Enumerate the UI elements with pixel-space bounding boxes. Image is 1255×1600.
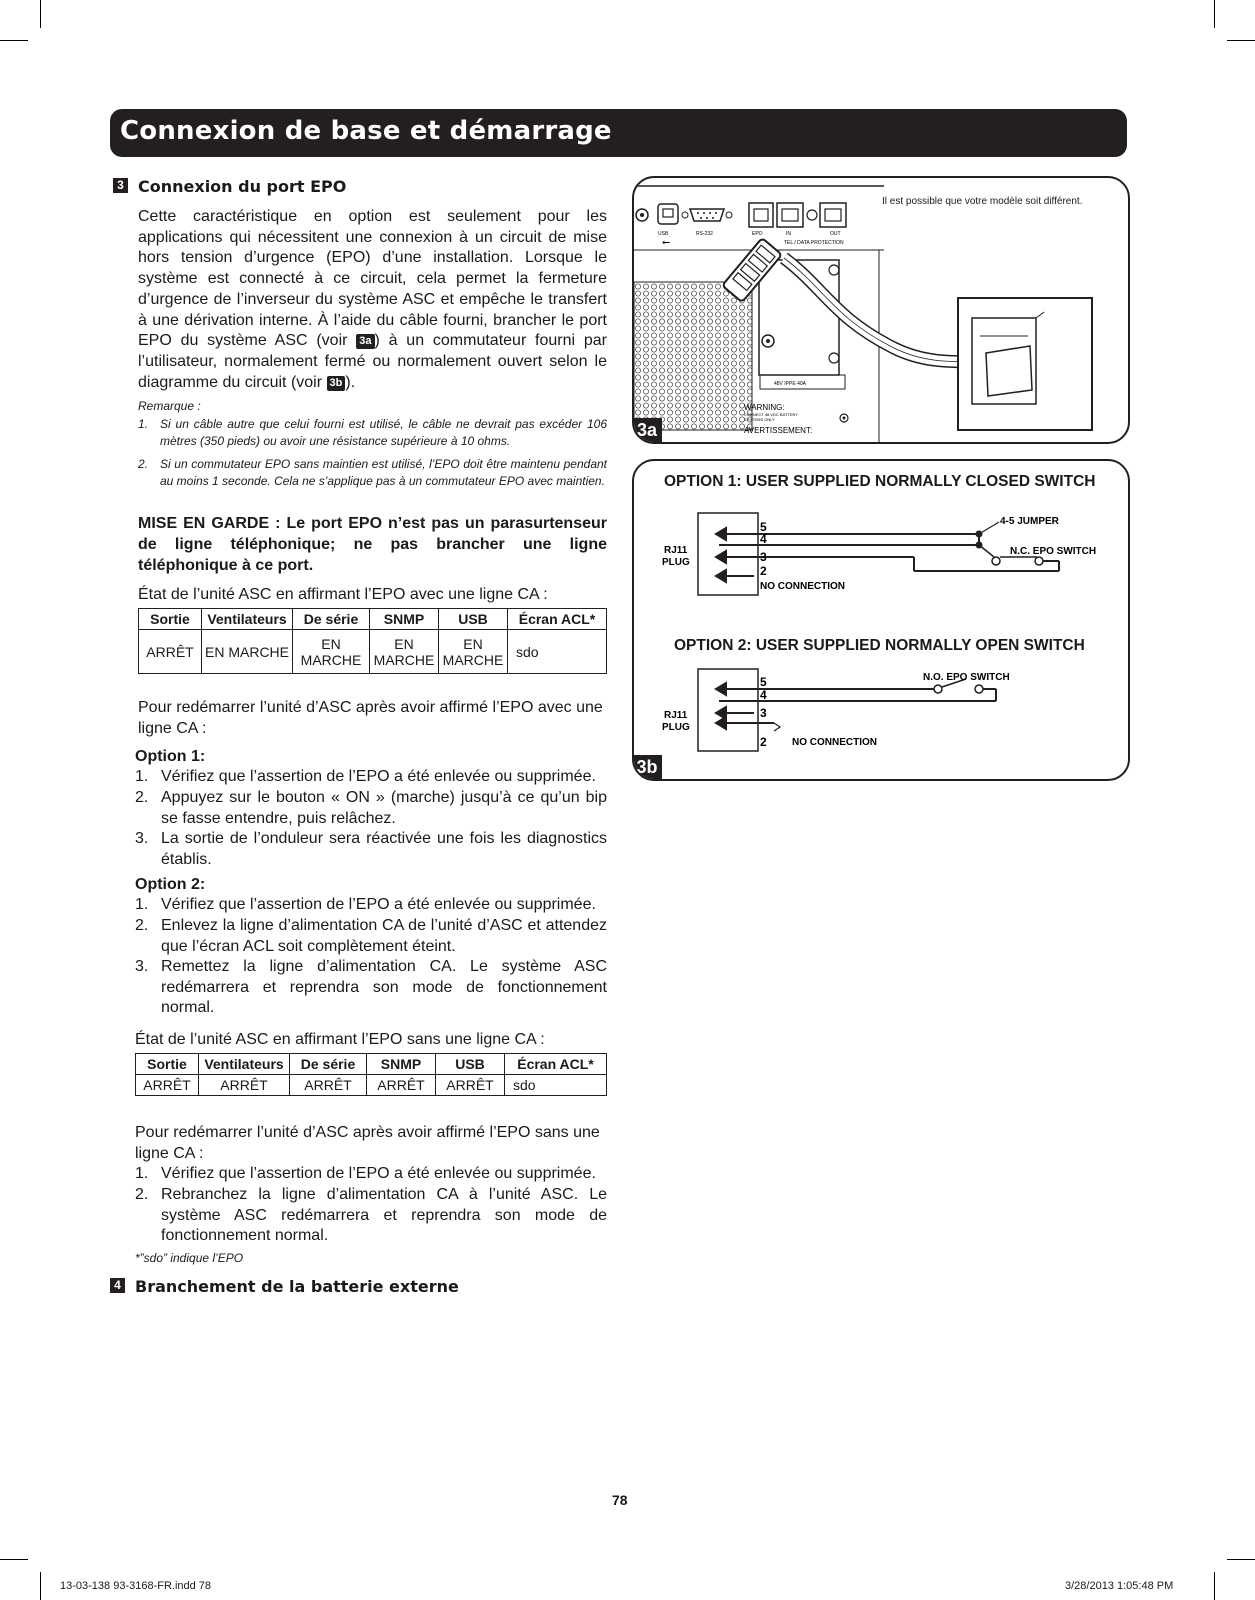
table-header-cell: De série [290,1054,367,1075]
table-cell: ARRÊT [136,1075,199,1096]
list-item [135,916,607,957]
page-title: Connexion de base et démarrage [120,116,612,146]
figure-ref-3a: 3a [356,334,374,349]
figure-3a [632,176,1130,444]
pin-label: 5 [760,520,767,534]
table-header-cell: Sortie [136,1054,199,1075]
table-header-cell: SNMP [367,1054,436,1075]
list-number: 1. [135,1165,149,1182]
jumper-label: 4-5 JUMPER [1000,516,1059,527]
note-item [138,416,607,450]
list-text: Rebranchez la ligne d’alimentation CA à l’unité ASC. Le système ASC redémarrera et reprendra son mode de fonctionnement normal. [161,1186,607,1244]
list-text: Appuyez sur le bouton « ON » (marche) jusqu’à ce qu’un bip se fasse entendre, puis relâchez. [161,789,607,827]
table-header-cell: Sortie [139,609,202,630]
list-number: 2. [135,917,149,934]
crop-mark [40,0,41,28]
table-cell: sdo [508,630,607,674]
nc-switch-label: N.C. EPO SWITCH [1010,546,1097,557]
port-label-in: IN [786,231,791,237]
table-row [136,1075,607,1096]
footer-file-info: 13-03-138 93-3168-FR.indd 78 [60,1580,212,1592]
table-cell: ARRÊT [367,1075,436,1096]
list-number: 2. [135,789,149,806]
list-text: Vérifiez que l’assertion de l’EPO a été enlevée ou supprimée. [161,768,596,785]
list-item [135,767,607,788]
figure-label-3a: 3a [632,418,662,442]
intro-text-b: ) à un commutateur fourni par l’utilisateur, normalement fermé ou normalement ouvert selon le diagramme du circuit (voir [138,332,608,391]
intro-text-c: ). [345,373,356,391]
pin-label: 3 [760,550,767,564]
note-text: Si un câble autre que celui fourni est utilisé, le câble ne devrait pas excéder 106 mètres (350 pieds) ou avoir une résistance supérieure à 10 ohms. [160,417,607,448]
table-header-row [139,609,607,630]
restart-caption: Pour redémarrer l’unité d’ASC après avoir affirmé l’EPO avec une ligne CA : [138,699,603,737]
crop-mark [1214,1572,1215,1600]
list-text: La sortie de l’onduleur sera réactivée une fois les diagnostics établis. [161,830,607,868]
table-header-cell: USB [436,1054,505,1075]
list-text: Vérifiez que l’assertion de l’EPO a été enlevée ou supprimée. [161,896,596,913]
no-connection-label: NO CONNECTION [760,581,845,592]
rating-label: 48V IPPE 40A [774,381,806,387]
table-header-cell: Écran ACL* [508,609,607,630]
table-cell: EN MARCHE [439,630,508,674]
table-header-cell: Ventilateurs [202,609,293,630]
crop-mark [0,40,28,41]
table-cell: ARRÊT [436,1075,505,1096]
epo-wiring-diagram [634,461,1128,779]
crop-mark [0,1559,28,1560]
figure-3b [632,459,1130,781]
list-item [135,895,607,916]
port-label-out: OUT [830,231,841,237]
pin-label: 3 [760,706,767,720]
table-cell: EN MARCHE [202,630,293,674]
status-table-with-ac [138,608,607,674]
no-connection-label: NO CONNECTION [792,737,877,748]
rj11-label: RJ11 [664,710,688,721]
table-header-cell: SNMP [370,609,439,630]
table-cell: ARRÊT [290,1075,367,1096]
pin-label: 2 [760,564,767,578]
pin-label: 4 [760,688,767,702]
table-header-cell: Ventilateurs [199,1054,290,1075]
footer-timestamp: 3/28/2013 1:05:48 PM [1065,1580,1174,1592]
pin-label: 4 [760,532,767,546]
pin-label: 2 [760,735,767,749]
table-cell: sdo [505,1075,607,1096]
table-header-cell: Écran ACL* [505,1054,607,1075]
port-label-epo: EPO [752,231,763,237]
table1-caption: État de l’unité ASC en affirmant l’EPO avec une ligne CA : [138,586,548,603]
list-text: Vérifiez que l’assertion de l’EPO a été enlevée ou supprimée. [161,1165,596,1182]
section-number-badge: 4 [110,1278,125,1293]
page-number: 78 [612,1492,628,1508]
intro-paragraph [138,207,607,393]
note-number: 2. [138,457,149,471]
list-number: 3. [135,958,149,975]
table2-caption: État de l’unité ASC en affirmant l’EPO sans une ligne CA : [135,1031,545,1048]
usb-icon: ⭠ [662,237,670,248]
section-number-badge: 3 [113,178,128,193]
crop-mark [1214,0,1215,28]
warning-text: MISE EN GARDE : Le port EPO n’est pas un parasurtenseur de ligne téléphonique; ne pas brancher une ligne téléphonique à ce port. [138,515,607,574]
switch-icon [986,346,1032,396]
table-cell: ARRÊT [199,1075,290,1096]
list-number: 1. [135,768,149,785]
rj11-label: RJ11 [664,545,688,556]
port-label-usb: USB [658,231,669,237]
warning-label: WARNING: [744,403,785,412]
remark-label: Remarque : [138,399,201,413]
port-label-data: TEL / DATA PROTECTION [784,240,844,246]
list-item [135,829,607,870]
option-title: Option 2: [135,876,206,893]
figure-label-3b: 3b [632,755,662,779]
table-row [139,630,607,674]
restart-caption: Pour redémarrer l’unité d’ASC après avoir affirmé l’EPO sans une ligne CA : [135,1124,600,1162]
table-cell: EN MARCHE [370,630,439,674]
figure-note: Il est possible que votre modèle soit différent. [882,196,1083,207]
list-item [135,1164,607,1185]
plug-label: PLUG [662,557,690,568]
list-text: Remettez la ligne d’alimentation CA. Le système ASC redémarrera et reprendra son mode de fonctionnement normal. [161,958,607,1016]
table-cell: ARRÊT [139,630,202,674]
figure-ref-3b: 3b [327,376,346,391]
list-item [135,1185,607,1247]
list-number: 3. [135,830,149,847]
note-text: Si un commutateur EPO sans maintien est utilisé, l’EPO doit être maintenu pendant au moins 1 seconde. Cela ne s’applique pas à un commutateur EPO avec maintien. [160,457,607,488]
crop-mark [1227,1559,1255,1560]
crop-mark [1227,40,1255,41]
ups-rear-panel-illustration [634,178,1128,442]
section-title: Branchement de la batterie externe [135,1277,459,1296]
option-title: Option 1: [135,748,206,765]
section-header-bar [110,109,1127,157]
avertissement-label: AVERTISSEMENT: [744,426,813,435]
table-header-cell: USB [439,609,508,630]
plug-label: PLUG [662,722,690,733]
warning-sub-label: SYSTEMS ONLY [744,417,775,422]
list-number: 1. [135,896,149,913]
table-cell: EN MARCHE [293,630,370,674]
intro-text-a: Cette caractéristique en option est seulement pour les applications qui nécessitent une connexion à un circuit de mise hors tension d’urgence (EPO) d’une installation. Lorsque le système est connecté à ce circuit, cela permet la fermeture d’urgence de l’inverseur du système ASC et empêche le transfert à une dérivation interne. À l’aide du câble fourni, brancher le port EPO du système ASC (voir [138,208,607,350]
list-item [135,957,607,1019]
no-switch-label: N.O. EPO SWITCH [923,672,1010,683]
note-item [138,456,607,490]
warning-sub-label: CONNECT 48 VDC BATTERY [744,412,799,417]
crop-mark [40,1572,41,1600]
status-table-without-ac [135,1053,607,1096]
pin-label: 5 [760,675,767,689]
table-header-row [136,1054,607,1075]
note-number: 1. [138,417,149,431]
list-item [135,788,607,829]
footnote: *”sdo” indique l’EPO [135,1251,244,1265]
list-text: Enlevez la ligne d’alimentation CA de l’unité d’ASC et attendez que l’écran ACL soit complètement éteint. [161,917,607,955]
section-title: Connexion du port EPO [138,177,347,196]
option1-diagram-title: OPTION 1: USER SUPPLIED NORMALLY CLOSED SWITCH [664,473,1096,490]
option2-diagram-title: OPTION 2: USER SUPPLIED NORMALLY OPEN SWITCH [674,637,1085,654]
table-header-cell: De série [293,609,370,630]
port-label-rs232: RS-232 [696,231,713,237]
list-number: 2. [135,1186,149,1203]
